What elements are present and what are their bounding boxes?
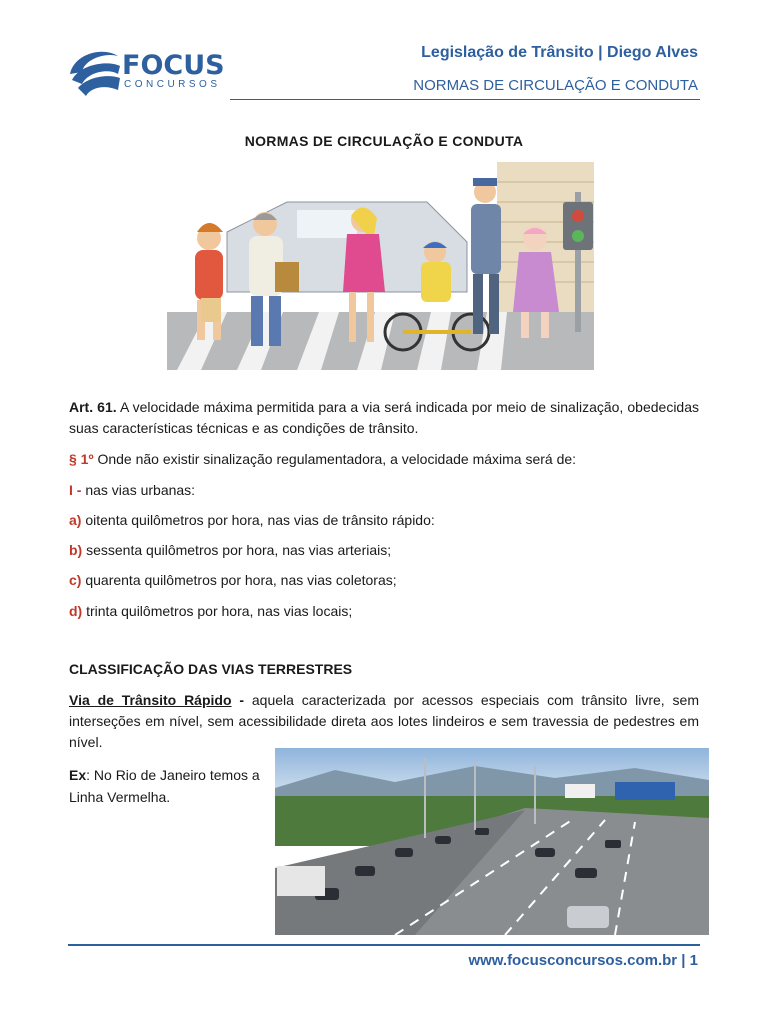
example-label: Ex xyxy=(69,767,87,783)
via-dash: - xyxy=(231,692,245,708)
header-title: Legislação de Trânsito | Diego Alves xyxy=(421,44,698,61)
article-61 xyxy=(69,397,699,439)
highway-photo xyxy=(275,748,709,935)
item-text: sessenta quilômetros por hora, nas vias arteriais; xyxy=(82,542,392,558)
list-item xyxy=(69,601,699,622)
document-title: NORMAS DE CIRCULAÇÃO E CONDUTA xyxy=(244,133,524,149)
article-label: Art. 61. xyxy=(69,399,117,415)
item-text: oitenta quilômetros por hora, nas vias de trânsito rápido: xyxy=(81,512,435,528)
item-label: d) xyxy=(69,603,83,619)
item-label: c) xyxy=(69,572,82,588)
header-divider xyxy=(230,99,700,100)
item-text: quarenta quilômetros por hora, nas vias coletoras; xyxy=(81,572,397,588)
footer-separator: | xyxy=(677,952,690,969)
via-text: aquela caracterizada por acessos especiais com trânsito livre, sem interseções em nível, sem acessibilidade direta aos lotes lindeiros e sem travessia de pedestres em nível. xyxy=(69,692,699,750)
inciso-1 xyxy=(69,480,699,501)
item-label: b) xyxy=(69,542,83,558)
article-text: A velocidade máxima permitida para a via será indicada por meio de sinalização, obedecidas suas características técnicas e as condições de trânsito. xyxy=(69,399,699,436)
logo-wordmark: FOCUS xyxy=(122,50,225,81)
via-transito-rapido-definition xyxy=(69,690,699,753)
paragraph-text: Onde não existir sinalização regulamentadora, a velocidade máxima será de: xyxy=(93,451,577,467)
footer xyxy=(468,952,698,969)
list-item xyxy=(69,510,699,531)
example xyxy=(69,764,269,808)
example-text: : No Rio de Janeiro temos a Linha Vermelha. xyxy=(69,767,260,805)
item-text: trinta quilômetros por hora, nas vias locais; xyxy=(82,603,353,619)
page-number: 1 xyxy=(689,952,698,969)
paragraph-1 xyxy=(69,449,699,470)
list-item xyxy=(69,540,699,561)
header-subtitle: NORMAS DE CIRCULAÇÃO E CONDUTA xyxy=(413,77,698,94)
footer-divider xyxy=(68,944,700,946)
item-label: a) xyxy=(69,512,82,528)
list-item xyxy=(69,570,699,591)
paragraph-label: § 1º xyxy=(69,451,94,467)
via-term: Via de Trânsito Rápido xyxy=(69,692,232,708)
pedestrians-crossing-illustration xyxy=(167,162,594,370)
footer-website-link[interactable]: www.focusconcursos.com.br xyxy=(468,952,678,969)
inciso-text: nas vias urbanas: xyxy=(81,482,196,498)
inciso-label: I - xyxy=(69,482,82,498)
logo-subtitle: CONCURSOS xyxy=(124,79,221,90)
section-title: CLASSIFICAÇÃO DAS VIAS TERRESTRES xyxy=(69,661,353,677)
